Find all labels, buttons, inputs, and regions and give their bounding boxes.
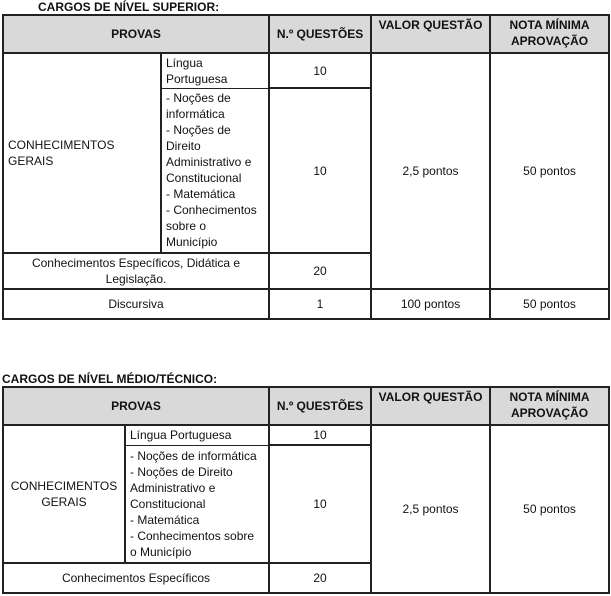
medio-header-valor: VALOR QUESTÃO	[371, 387, 490, 425]
medio-espec-questoes: 20	[269, 563, 371, 593]
superior-header-nota	[490, 15, 609, 53]
superior-header-questoes: N.º QUESTÕES	[269, 15, 371, 53]
superior-misc-line: informática	[166, 107, 225, 122]
medio-header-questoes: N.º QUESTÕES	[269, 387, 371, 425]
superior-disc-label: Discursiva	[3, 289, 269, 319]
superior-espec-questoes: 20	[269, 253, 371, 289]
superior-lp-cell	[161, 53, 269, 88]
superior-espec-l1: Conhecimentos Específicos, Didática e	[31, 256, 241, 270]
superior-misc-line: - Conhecimentos	[166, 203, 257, 218]
superior-header-valor: VALOR QUESTÃO	[371, 15, 490, 53]
superior-nota: 50 pontos	[490, 53, 609, 289]
superior-misc-cell	[161, 88, 269, 253]
medio-misc-line: - Conhecimentos sobre	[130, 528, 255, 543]
medio-gerais-label	[3, 425, 125, 563]
medio-header-nota-l1: NOTA MÍNIMA	[509, 390, 590, 404]
medio-header-nota-l2: APROVAÇÃO	[510, 406, 589, 420]
superior-header-provas: PROVAS	[3, 15, 269, 53]
medio-header-provas: PROVAS	[3, 387, 269, 425]
medio-misc-line: - Noções de informática	[130, 448, 257, 463]
medio-nota: 50 pontos	[490, 425, 609, 593]
medio-lp-questoes: 10	[269, 425, 371, 445]
superior-gerais-label: CONHECIMENTOS GERAIS	[3, 53, 161, 253]
superior-header-nota-l2: APROVAÇÃO	[510, 34, 589, 48]
medio-misc-line: Administrativo e	[130, 480, 216, 495]
superior-header-nota-l1: NOTA MÍNIMA	[509, 18, 590, 32]
superior-misc-questoes: 10	[269, 88, 371, 253]
superior-espec-l2: Legislação.	[105, 272, 167, 286]
medio-valor: 2,5 pontos	[371, 425, 490, 593]
superior-misc-line: Direito	[166, 139, 201, 154]
superior-valor: 2,5 pontos	[371, 53, 490, 289]
medio-misc-questoes: 10	[269, 445, 371, 563]
medio-misc-cell	[125, 445, 269, 563]
superior-disc-questoes: 1	[269, 289, 371, 319]
medio-gerais-l1: CONHECIMENTOS	[10, 479, 118, 493]
medio-espec-label: Conhecimentos Específicos	[3, 563, 269, 593]
superior-misc-line: - Noções de	[166, 91, 231, 106]
medio-lp-cell: Língua Portuguesa	[125, 425, 269, 445]
superior-disc-nota: 50 pontos	[490, 289, 609, 319]
medio-misc-line: Constitucional	[130, 496, 206, 511]
superior-misc-line: - Noções de	[166, 123, 231, 138]
medio-title: CARGOS DE NÍVEL MÉDIO/TÉCNICO:	[2, 372, 218, 386]
medio-misc-line: o Município	[130, 544, 192, 559]
superior-misc-line: sobre o	[166, 219, 207, 234]
superior-misc-line: Município	[166, 235, 218, 250]
medio-misc-line: - Matemática	[130, 512, 200, 527]
medio-table	[2, 386, 610, 594]
medio-misc-line: - Noções de Direito	[130, 464, 233, 479]
superior-espec-cell	[3, 253, 269, 289]
medio-header-nota	[490, 387, 609, 425]
superior-lp-l2: Portuguesa	[166, 71, 228, 86]
superior-disc-valor: 100 pontos	[371, 289, 490, 319]
superior-title: CARGOS DE NÍVEL SUPERIOR:	[38, 0, 220, 14]
superior-lp-questoes: 10	[269, 53, 371, 88]
medio-gerais-l2: GERAIS	[41, 495, 87, 509]
superior-table	[2, 14, 610, 320]
superior-misc-line: Constitucional	[166, 171, 242, 186]
superior-misc-line: - Matemática	[166, 187, 236, 202]
superior-misc-line: Administrativo e	[166, 155, 252, 170]
superior-lp-l1: Língua	[166, 55, 203, 70]
